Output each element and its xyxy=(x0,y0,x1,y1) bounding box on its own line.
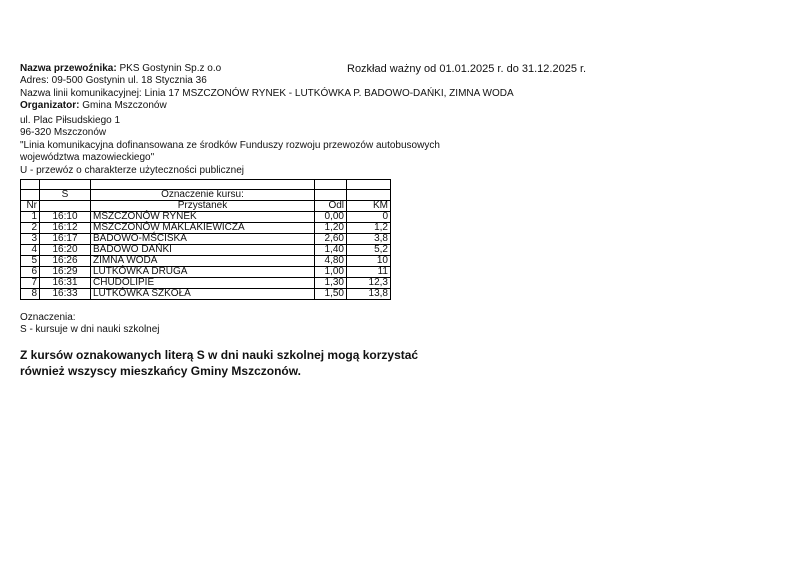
segment-distance: 1,00 xyxy=(315,267,347,278)
stop-name: BADOWO DAŃKI xyxy=(91,245,315,256)
table-header-columns xyxy=(21,201,391,212)
departure-time: 16:26 xyxy=(40,256,91,267)
header-empty-cell xyxy=(40,201,91,212)
departure-time: 16:31 xyxy=(40,278,91,289)
stop-name: ZIMNA WODA xyxy=(91,256,315,267)
segment-distance: 0,00 xyxy=(315,212,347,223)
nr-column-header: Nr xyxy=(21,201,40,212)
legend-title: Oznaczenia: xyxy=(20,312,76,323)
row-number: 6 xyxy=(21,267,40,278)
header-empty-cell xyxy=(21,190,40,201)
table-row xyxy=(21,289,391,300)
header-empty-cell xyxy=(347,190,391,201)
stop-name: CHUDOLIPIE xyxy=(91,278,315,289)
stop-name: BADOWO-MŚCISKA xyxy=(91,234,315,245)
notice-line2: również wszyscy mieszkańcy Gminy Mszczonów. xyxy=(20,364,301,378)
row-number: 5 xyxy=(21,256,40,267)
table-row xyxy=(21,223,391,234)
header-empty-cell xyxy=(21,180,40,190)
cumulative-km: 3,8 xyxy=(347,234,391,245)
header-empty-cell xyxy=(91,180,315,190)
timetable xyxy=(20,179,391,300)
segment-distance: 1,40 xyxy=(315,245,347,256)
segment-distance: 1,20 xyxy=(315,223,347,234)
carrier-label: Nazwa przewoźnika: xyxy=(20,63,117,74)
cumulative-km: 1,2 xyxy=(347,223,391,234)
row-number: 8 xyxy=(21,289,40,300)
row-number: 1 xyxy=(21,212,40,223)
organizer-city: 96-320 Mszczonów xyxy=(20,127,107,138)
organizer-label: Organizator: xyxy=(20,100,80,111)
table-header-top xyxy=(21,180,391,190)
table-row xyxy=(21,234,391,245)
header-empty-cell xyxy=(315,180,347,190)
stop-name: MSZCZONÓW RYNEK xyxy=(91,212,315,223)
cumulative-km: 10 xyxy=(347,256,391,267)
carrier-type: U - przewóz o charakterze użyteczności publicznej xyxy=(20,165,244,176)
notice-line1: Z kursów oznakowanych literą S w dni nauki szkolnej mogą korzystać xyxy=(20,348,419,362)
row-number: 3 xyxy=(21,234,40,245)
table-row xyxy=(21,212,391,223)
distance-column-header: Odl xyxy=(315,201,347,212)
header-empty-cell xyxy=(315,190,347,201)
departure-time: 16:10 xyxy=(40,212,91,223)
segment-distance: 1,30 xyxy=(315,278,347,289)
course-symbol-header: S xyxy=(40,190,91,201)
organizer-line xyxy=(20,100,167,112)
table-row xyxy=(21,278,391,289)
cumulative-km: 11 xyxy=(347,267,391,278)
course-label-header: Oznaczenie kursu: xyxy=(91,190,315,201)
table-row xyxy=(21,267,391,278)
funding-note-line1: "Linia komunikacyjna dofinansowana ze środków Funduszy rozwoju przewozów autobusowych xyxy=(20,140,440,151)
segment-distance: 1,50 xyxy=(315,289,347,300)
row-number: 4 xyxy=(21,245,40,256)
table-header-course xyxy=(21,190,391,201)
organizer-street: ul. Plac Piłsudskiego 1 xyxy=(20,115,121,126)
cumulative-km: 5,2 xyxy=(347,245,391,256)
stop-column-header: Przystanek xyxy=(91,201,315,212)
cumulative-km: 12,3 xyxy=(347,278,391,289)
departure-time: 16:33 xyxy=(40,289,91,300)
segment-distance: 2,60 xyxy=(315,234,347,245)
carrier-value: PKS Gostynin Sp.z o.o xyxy=(116,63,222,74)
departure-time: 16:12 xyxy=(40,223,91,234)
departure-time: 16:17 xyxy=(40,234,91,245)
row-number: 2 xyxy=(21,223,40,234)
legend-s-description: S - kursuje w dni nauki szkolnej xyxy=(20,324,160,335)
departure-time: 16:20 xyxy=(40,245,91,256)
carrier-line xyxy=(20,63,221,75)
km-column-header: KM xyxy=(347,201,391,212)
stop-name: LUTKÓWKA SZKOŁA xyxy=(91,289,315,300)
line-name: Nazwa linii komunikacyjnej: Linia 17 MSZCZONÓW RYNEK - LUTKÓWKA P. BADOWO-DAŃKI, ZIMNA WODA xyxy=(20,88,514,99)
organizer-value: Gmina Mszczonów xyxy=(79,100,167,111)
funding-note-line2: województwa mazowieckiego" xyxy=(20,152,155,163)
table-row xyxy=(21,245,391,256)
table-row xyxy=(21,256,391,267)
segment-distance: 4,80 xyxy=(315,256,347,267)
stop-name: LUTKÓWKA DRUGA xyxy=(91,267,315,278)
row-number: 7 xyxy=(21,278,40,289)
validity-period: Rozkład ważny od 01.01.2025 r. do 31.12.2025 r. xyxy=(347,63,587,75)
stop-name: MSZCZONÓW MAKLAKIEWICZA xyxy=(91,223,315,234)
cumulative-km: 0 xyxy=(347,212,391,223)
carrier-address: Adres: 09-500 Gostynin ul. 18 Stycznia 36 xyxy=(20,75,207,86)
header-empty-cell xyxy=(40,180,91,190)
cumulative-km: 13,8 xyxy=(347,289,391,300)
header-empty-cell xyxy=(347,180,391,190)
departure-time: 16:29 xyxy=(40,267,91,278)
